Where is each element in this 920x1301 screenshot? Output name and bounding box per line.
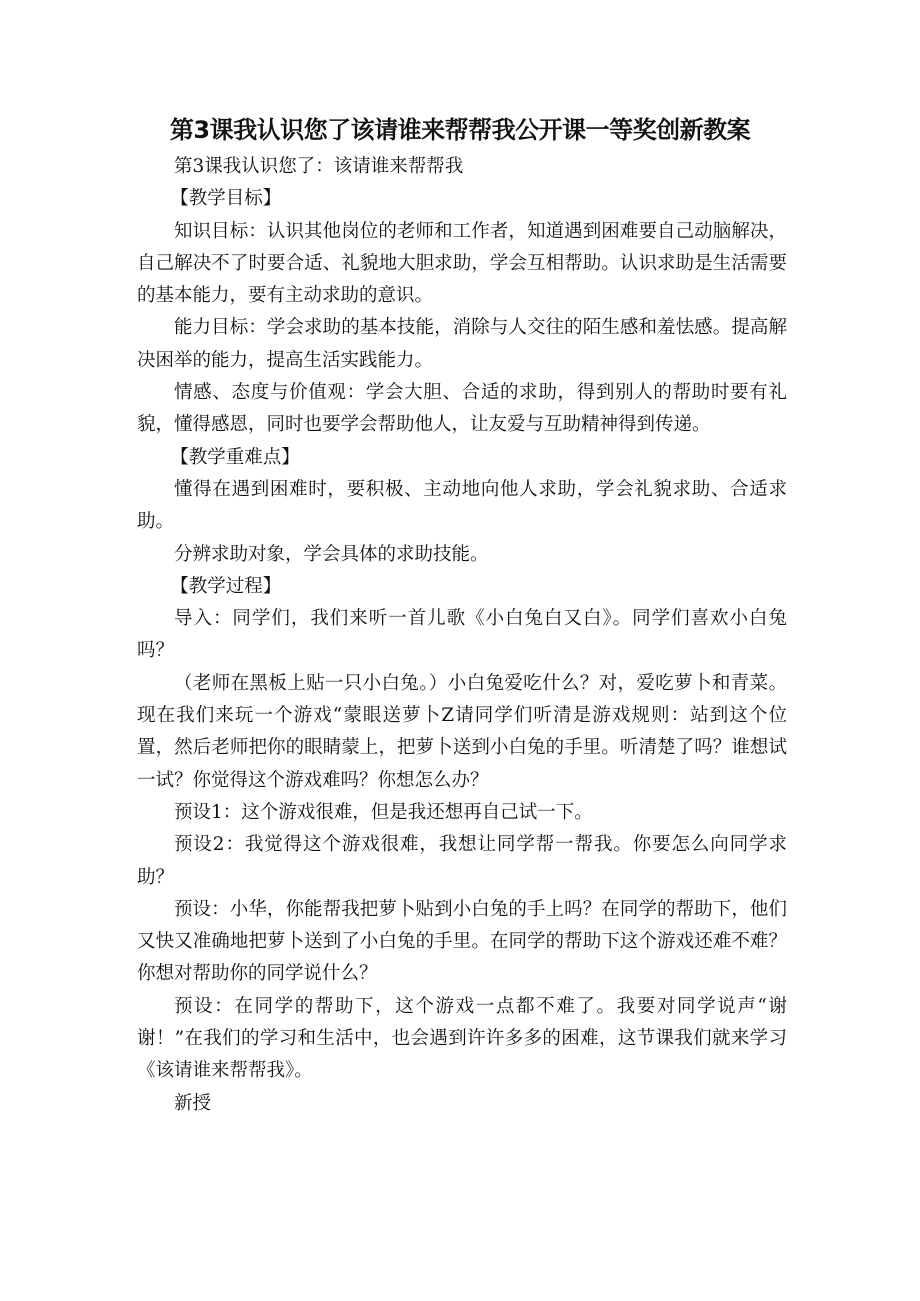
document-subtitle: 第3课我认识您了：该请谁来帮帮我: [174, 156, 464, 177]
objectives-heading: 【教学目标】: [170, 188, 282, 210]
intro-paragraph: 导入：同学们，我们来听一首儿歌《小白兔白又白》。同学们喜欢小白兔吗？: [137, 608, 787, 662]
key-point-paragraph-2: 分辨求助对象，学会具体的求助技能。: [174, 543, 489, 565]
preset-paragraph-1: 预设1：这个游戏很难，但是我还想再自己试一下。: [174, 801, 593, 823]
teacher-note-paragraph: （老师在黑板上贴一只小白兔。）小白兔爱吃什么？对，爱吃萝卜和青菜。现在我们来玩一个游戏“蒙眼送萝卜Z请同学们听清是游戏规则：站到这个位置，然后老师把你的眼睛蒙上，把萝卜送到小白兔的手里。听清楚了吗？谁想试一试？你觉得这个游戏难吗？你想怎么办？: [137, 672, 787, 791]
process-heading: 【教学过程】: [170, 575, 282, 597]
document-title: 第3课我认识您了该请谁来帮帮我公开课一等奖创新教案: [169, 116, 751, 144]
new-lesson-label: 新授: [174, 1092, 212, 1114]
preset-paragraph-3: 预设：小华，你能帮我把萝卜贴到小白兔的手上吗？在同学的帮助下，他们又快又准确地把萝卜送到了小白兔的手里。在同学的帮助下这个游戏还难不难？你想对帮助你的同学说什么？: [137, 898, 787, 985]
preset-paragraph-2: 预设2：我觉得这个游戏很难，我想让同学帮一帮我。你要怎么向同学求助？: [137, 834, 787, 888]
ability-goal-paragraph: 能力目标：学会求助的基本技能，消除与人交往的陌生感和羞怯感。提高解决困举的能力，提高生活实践能力。: [137, 317, 787, 371]
key-points-heading: 【教学重难点】: [170, 446, 300, 468]
knowledge-goal-paragraph: 知识目标：认识其他岗位的老师和工作者，知道遇到困难要自己动脑解决，自己解决不了时要合适、礼貌地大胆求助，学会互相帮助。认识求助是生活需要的基本能力，要有主动求助的意识。: [137, 220, 787, 307]
emotion-goal-paragraph: 情感、态度与价值观：学会大胆、合适的求助，得到别人的帮助时要有礼貌，懂得感恩，同时也要学会帮助他人，让友爱与互助精神得到传递。: [137, 382, 787, 436]
key-point-paragraph-1: 懂得在遇到困难时，要积极、主动地向他人求助，学会礼貌求助、合适求助。: [137, 478, 787, 533]
preset-paragraph-4: 预设：在同学的帮助下，这个游戏一点都不难了。我要对同学说声“谢谢！”在我们的学习和生活中，也会遇到许许多多的困难，这节课我们就来学习《该请谁来帮帮我》。: [137, 995, 787, 1082]
document-body: [137, 151, 787, 1120]
